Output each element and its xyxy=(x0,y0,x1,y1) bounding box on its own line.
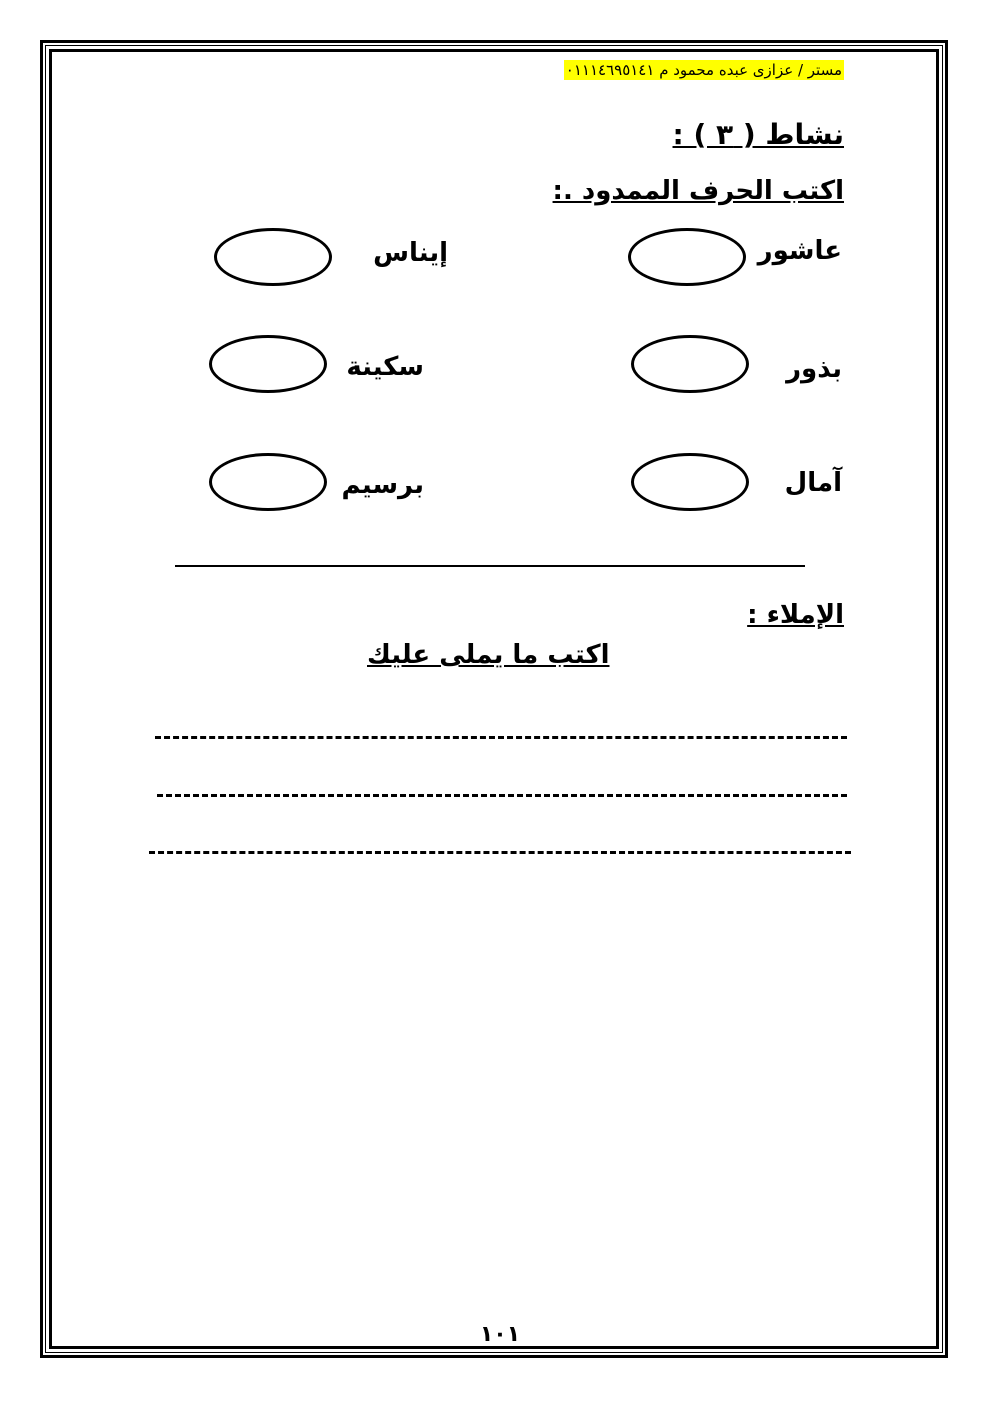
answer-oval[interactable] xyxy=(631,335,749,393)
writing-line[interactable] xyxy=(155,736,847,739)
word-amal: آمال xyxy=(784,468,842,498)
word-barseem: برسيم xyxy=(341,470,424,500)
dictation-title: الإملاء : xyxy=(747,600,844,630)
teacher-name-note: مستر / عزازى عبده محمود م ٠١١١٤٦٩٥١٤١ xyxy=(565,61,842,79)
answer-oval[interactable] xyxy=(209,335,327,393)
word-ashour: عاشور xyxy=(757,236,842,266)
answer-oval[interactable] xyxy=(631,453,749,511)
activity-title: نشاط ( ٣ ) : xyxy=(672,118,844,151)
section-divider xyxy=(175,565,805,567)
instruction-heading: اكتب الحرف الممدود .: xyxy=(552,176,844,206)
word-bothour: بذور xyxy=(786,354,842,384)
writing-line[interactable] xyxy=(149,851,851,854)
answer-oval[interactable] xyxy=(214,228,332,286)
page-number: ١٠١ xyxy=(479,1322,521,1347)
answer-oval[interactable] xyxy=(209,453,327,511)
word-inas: إيناس xyxy=(373,238,448,268)
writing-line[interactable] xyxy=(157,794,847,797)
dictation-instruction: اكتب ما يملى عليك xyxy=(367,640,610,670)
word-sakina: سكينة xyxy=(346,352,424,382)
answer-oval[interactable] xyxy=(628,228,746,286)
